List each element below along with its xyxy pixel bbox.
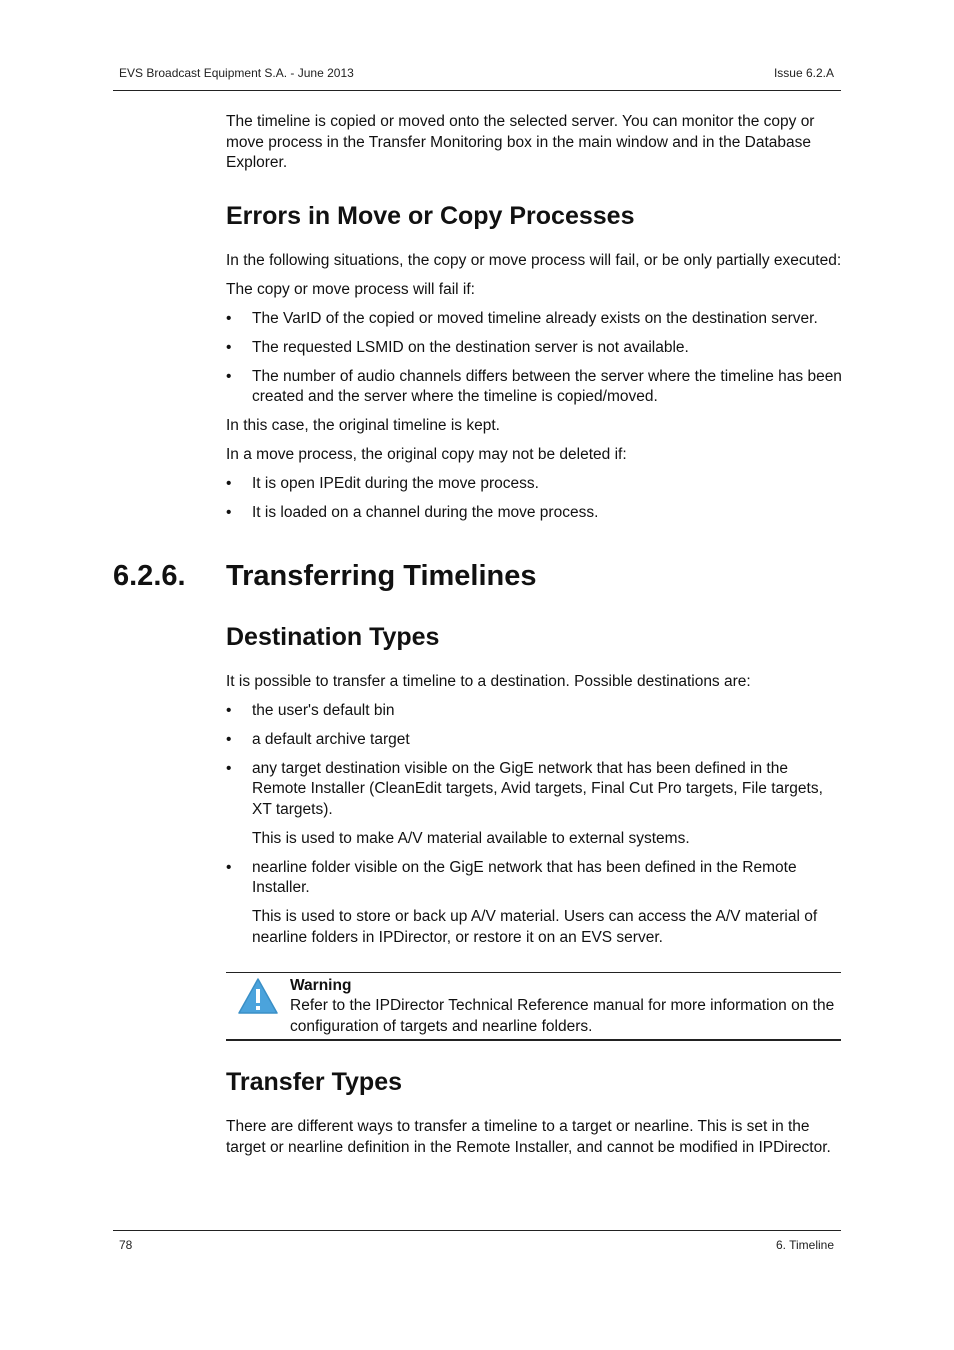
errors-heading: Errors in Move or Copy Processes	[226, 202, 635, 230]
errors-body	[226, 251, 842, 523]
errors-bullets-2	[226, 474, 842, 524]
header-rule	[113, 90, 841, 91]
warning-text: Refer to the IPDirector Technical Reference manual for more information on the configuration of targets and nearline folders.	[290, 997, 835, 1035]
destination-bullets-2	[226, 858, 842, 899]
destination-b3-note: This is used to make A/V material available to external systems.	[252, 829, 690, 847]
transfer-body	[226, 1117, 842, 1158]
destination-b4-note: This is used to store or back up A/V material. Users can access the A/V material of nearline folders in IPDirector, or restore it on an EVS server.	[252, 908, 818, 946]
section-title: Transferring Timelines	[226, 560, 537, 592]
footer-rule	[113, 1230, 841, 1231]
warning-box	[226, 972, 841, 1041]
warning-triangle-icon	[237, 977, 279, 1015]
errors-bullets-1	[226, 309, 842, 408]
errors-p4: In a move process, the original copy may not be deleted if:	[226, 445, 627, 463]
errors-p2: The copy or move process will fail if:	[226, 281, 475, 298]
errors-p3: In this case, the original timeline is kept.	[226, 416, 500, 434]
destination-heading-block	[226, 623, 842, 652]
list-item: • The VarID of the copied or moved timeline already exists on the destination server.	[226, 309, 842, 330]
list-item: • The requested LSMID on the destination server is not available.	[226, 338, 842, 359]
section-number: 6.2.6.	[113, 560, 186, 592]
warning-title: Warning	[290, 977, 352, 994]
list-item: • any target destination visible on the GigE network that has been defined in the Remote Installer (CleanEdit targets, Avid targets, Final Cut Pro targets, File targets, XT targets).	[226, 759, 842, 821]
transfer-p1: There are different ways to transfer a timeline to a target or nearline. This is set in the target or nearline definition in the Remote Installer, and cannot be modified in IPDirector.	[226, 1118, 831, 1156]
transfer-heading-block	[226, 1068, 842, 1097]
destination-bullets	[226, 701, 842, 820]
errors-p1: In the following situations, the copy or move process will fail, or be only partially executed:	[226, 252, 842, 269]
errors-heading-block	[226, 202, 842, 231]
list-item: • a default archive target	[226, 730, 842, 751]
list-item: • nearline folder visible on the GigE network that has been defined in the Remote Installer.	[226, 858, 842, 899]
intro-paragraph: The timeline is copied or moved onto the selected server. You can monitor the copy or move process in the Transfer Monitoring box in the main window and in the Database Explorer.	[226, 113, 815, 171]
footer-chapter: 6. Timeline	[775, 1238, 834, 1252]
destination-body	[226, 672, 842, 948]
list-item: • the user's default bin	[226, 701, 842, 722]
intro-block	[226, 112, 842, 174]
list-item: • The number of audio channels differs between the server where the timeline has been created and the server where the timeline is copied/moved.	[226, 367, 842, 408]
list-item: • It is loaded on a channel during the move process.	[226, 503, 842, 524]
destination-p1: It is possible to transfer a timeline to a destination. Possible destinations are:	[226, 673, 751, 690]
transfer-heading: Transfer Types	[226, 1068, 403, 1096]
header-right: Issue 6.2.A	[773, 66, 834, 80]
page-number: 78	[119, 1238, 133, 1252]
list-item: • It is open IPEdit during the move process.	[226, 474, 842, 495]
header-left: EVS Broadcast Equipment S.A. - June 2013	[119, 66, 354, 80]
destination-heading: Destination Types	[226, 623, 440, 651]
section-heading	[113, 560, 537, 593]
